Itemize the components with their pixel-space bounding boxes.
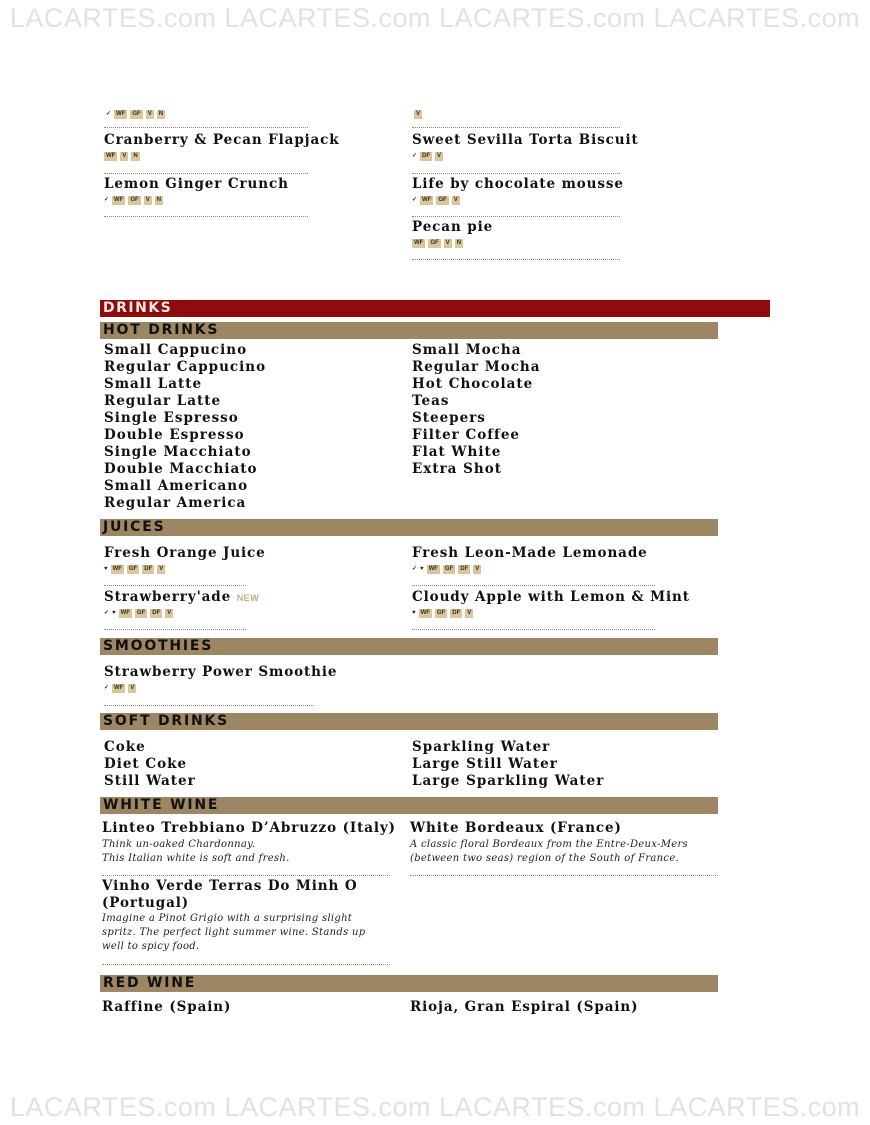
list-item: Regular America [104,495,247,511]
item-description: Think un-oaked Chardonnay. [102,839,256,850]
menu-item [104,664,338,693]
item-description: A classic floral Bordeaux from the Entre-Deux-Mers [410,839,688,850]
check-icon: ✓ [104,610,110,616]
check-icon: ✓ [106,111,112,117]
list-item: Small Latte [104,376,203,392]
item-description: This Italian white is soft and fresh. [102,853,290,864]
diet-tag: V [167,610,172,616]
list-item: Double Espresso [104,427,245,443]
diet-tag: DF [422,153,431,159]
divider [104,173,308,174]
hot-drinks-left-list [104,342,266,512]
divider [102,964,390,965]
item-name: Cranberry & Pecan Flapjack [104,132,340,148]
diet-tag: DF [460,566,469,572]
divider [104,585,246,586]
divider [104,127,308,128]
diet-tag: V [453,197,458,203]
tag-row [104,609,314,618]
list-item: Still Water [104,773,196,789]
diet-tag: GF [438,197,447,203]
divider [102,875,390,876]
divider [104,216,308,217]
diet-tag: V [416,111,421,117]
diet-tag: WF [422,197,432,203]
diet-tag: GF [132,111,141,117]
divider [104,629,246,630]
divider [412,216,620,217]
diet-tag: WF [414,240,424,246]
diet-tag: V [145,197,150,203]
new-badge: NEW [236,593,260,603]
diet-tag: V [467,610,472,616]
tag-row [414,110,422,119]
diet-tag: V [159,566,164,572]
divider [412,127,620,128]
section-red-wine: RED WINE [100,975,718,992]
menu-item [102,820,396,866]
item-name: Fresh Leon-Made Lemonade [412,545,648,561]
diet-tag: GF [136,610,146,616]
list-item: Regular Mocha [412,359,541,375]
list-item: Large Still Water [412,756,558,772]
item-name: Linteo Trebbiano D’Abruzzo (Italy) [102,820,396,836]
tag-row [104,196,308,205]
menu-item [410,820,720,866]
divider [412,629,655,630]
tag-row [412,609,655,618]
tag-row [412,565,655,574]
list-item: Coke [104,739,146,755]
divider [412,173,620,174]
menu-item [102,878,392,954]
list-item: Regular Cappucino [104,359,267,375]
tag-row [104,684,314,693]
list-item: Diet Coke [104,756,188,772]
tag-row [104,565,314,574]
menu-item [412,219,620,248]
drinks-header: DRINKS [100,300,770,317]
item-name: Life by chocolate mousse [412,176,624,192]
menu-item [104,132,340,161]
list-item: Double Macchiato [104,461,258,477]
list-item: Small Americano [104,478,249,494]
item-name: Fresh Orange Juice [104,545,266,561]
check-icon: ✓ [412,566,418,572]
item-name: Rioja, Gran Espiral (Spain) [410,999,639,1015]
item-description: (between two seas) region of the South of France. [410,853,680,864]
list-item: Filter Coffee [412,427,521,443]
list-item: Regular Latte [104,393,222,409]
item-name: Cloudy Apple with Lemon & Mint [412,589,690,605]
heart-icon: ♥ [112,610,116,616]
diet-tag: N [133,153,138,159]
tag-row [104,152,308,161]
list-item: Steepers [412,410,486,426]
diet-tag: GF [128,566,138,572]
item-description: Imagine a Pinot Grigio with a surprising slight [102,913,353,924]
diet-tag: WF [112,566,122,572]
item-name: Vinho Verde Terras Do Minh O [102,878,358,894]
divider [412,585,655,586]
item-name: (Portugal) [102,895,190,911]
menu-item [412,589,690,618]
soft-drinks-right-list [412,739,604,790]
check-icon: ✓ [412,197,418,203]
diet-tag: V [130,685,135,691]
diet-tag: GF [130,197,139,203]
list-item: Sparkling Water [412,739,551,755]
diet-tag: N [156,197,162,203]
diet-tag: V [475,566,480,572]
section-hot-drinks: HOT DRINKS [100,322,718,339]
watermark-bottom: LACARTES.com LACARTES.com LACARTES.com LACARTES.com [9,1092,861,1122]
item-description: spritz. The perfect light summer wine. Stands up [102,927,366,938]
diet-tag: WF [120,610,130,616]
diet-tag: GF [444,566,454,572]
list-item: Extra Shot [412,461,502,477]
check-icon: ✓ [104,197,110,203]
section-smoothies: SMOOTHIES [100,638,718,655]
menu-item [104,589,314,618]
tag-row [412,196,620,205]
divider [412,259,620,260]
diet-tag: WF [114,685,124,691]
diet-tag: WF [428,566,438,572]
tag-row [412,239,620,248]
item-name: Pecan pie [412,219,494,235]
list-item: Large Sparkling Water [412,773,605,789]
list-item: Hot Chocolate [412,376,534,392]
list-item: Small Cappucino [104,342,248,358]
divider [104,705,314,706]
list-item: Flat White [412,444,502,460]
list-item: Single Macchiato [104,444,252,460]
diet-tag: GF [430,240,439,246]
section-white-wine: WHITE WINE [100,797,718,814]
diet-tag: WF [420,610,430,616]
item-name: Raffine (Spain) [102,999,232,1015]
diet-tag: WF [116,111,126,117]
list-item: Single Espresso [104,410,239,426]
item-name: Sweet Sevilla Torta Biscuit [412,132,639,148]
diet-tag: GF [436,610,446,616]
diet-tag: WF [114,197,124,203]
item-name: Lemon Ginger Crunch [104,176,289,192]
list-item: Small Mocha [412,342,522,358]
diet-tag: DF [144,566,153,572]
diet-tag: N [456,240,462,246]
diet-tag: WF [106,153,116,159]
diet-tag: V [437,153,442,159]
diet-tag: V [122,153,127,159]
watermark-top: LACARTES.com LACARTES.com LACARTES.com LACARTES.com [9,3,861,33]
item-name-text: Strawberry'ade [104,589,232,605]
soft-drinks-left-list [104,739,196,790]
check-icon: ✓ [104,685,110,691]
list-item: Teas [412,393,450,409]
menu-item [104,545,314,574]
item-name [104,589,314,605]
tag-row [412,152,620,161]
section-soft-drinks: SOFT DRINKS [100,713,718,730]
diet-tag: DF [152,610,161,616]
diet-tag: V [147,111,152,117]
item-description: well to spicy food. [102,941,200,952]
menu-item [104,176,308,205]
menu-item [412,545,655,574]
check-icon: ✓ [412,153,418,159]
item-name: Strawberry Power Smoothie [104,664,338,680]
hot-drinks-right-list [412,342,540,478]
heart-icon: ♥ [412,610,416,616]
heart-icon: ♥ [104,566,108,572]
tag-row [106,110,165,119]
section-juices: JUICES [100,519,718,536]
diet-tag: V [445,240,450,246]
menu-item [412,176,624,205]
heart-icon: ♥ [420,566,424,572]
diet-tag: N [158,111,164,117]
divider [410,875,718,876]
diet-tag: DF [452,610,461,616]
menu-item [412,132,639,161]
item-name: White Bordeaux (France) [410,820,622,836]
